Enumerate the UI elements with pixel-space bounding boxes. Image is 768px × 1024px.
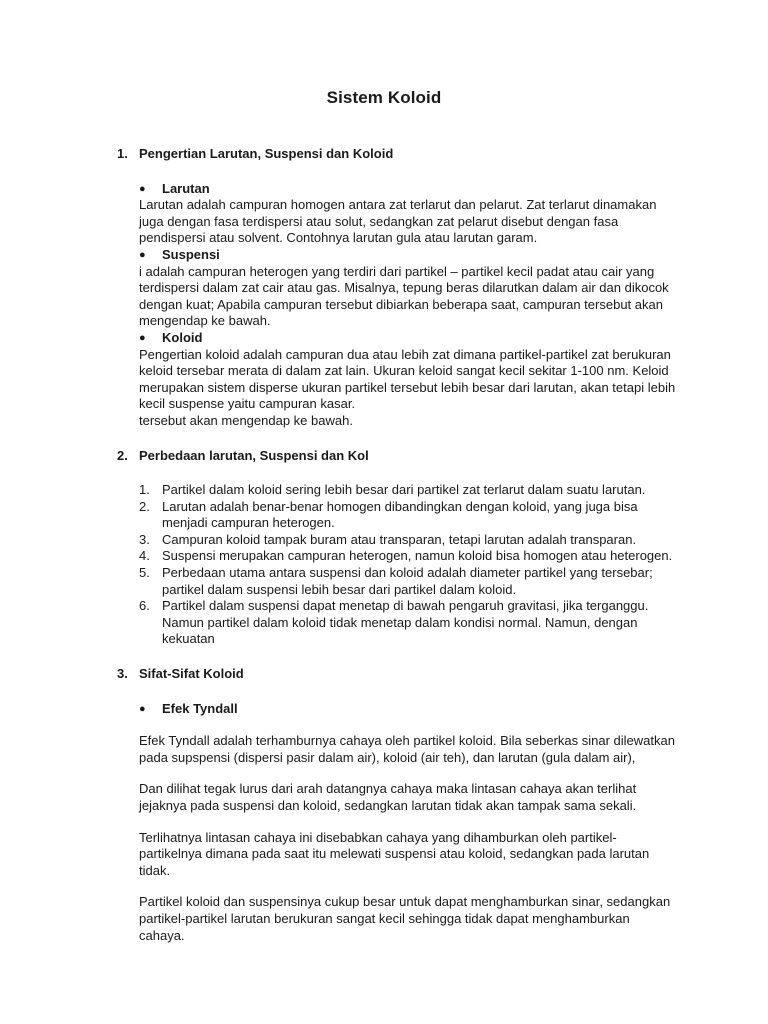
list-number: 2. [139, 498, 150, 514]
bullet-label: Koloid [162, 329, 203, 345]
tyndall-paragraph: Efek Tyndall adalah terhamburnya cahaya oleh partikel koloid. Bila seberkas sinar dilewatkan pada supspensi (dispersi pasir dalam air), koloid (air teh), dan larutan (gula dalam air), [139, 733, 675, 765]
list-number: 4. [139, 548, 150, 564]
list-item [139, 598, 677, 648]
section-number: 3. [117, 666, 128, 682]
bullet-icon: ● [139, 182, 146, 195]
bullet-koloid [139, 330, 677, 347]
page-title: Sistem Koloid [326, 88, 442, 107]
list-number: 5. [139, 565, 150, 581]
list-item [139, 565, 677, 598]
section-number: 2. [117, 447, 128, 463]
list-text: Perbedaan utama antara suspensi dan koloid adalah diameter partikel yang tersebar; partikel dalam suspensi lebih besar dari partikel dalam koloid. [162, 565, 653, 597]
list-text: Suspensi merupakan campuran heterogen, namun koloid bisa homogen atau heterogen. [162, 548, 673, 564]
list-text: Partikel dalam koloid sering lebih besar dari partikel zat terlarut dalam suatu larutan. [162, 482, 646, 498]
section-3-heading [117, 666, 677, 683]
tyndall-paragraph: Dan dilihat tegak lurus dari arah datangnya cahaya maka lintasan cahaya akan terlihat jejaknya pada suspensi dan koloid, sedangkan larutan tidak akan tampak sama sekali. [139, 781, 637, 813]
list-text: Larutan adalah benar-benar homogen dibandingkan dengan koloid, yang juga bisa menjadi campuran heterogen. [162, 498, 638, 531]
paragraph-koloid: Pengertian koloid adalah campuran dua atau lebih zat dimana partikel-partikel zat berukuran keloid tersebar merata di dalam zat lain. Ukuran keloid sangat kecil sekitar 1-100 nm. Keloid merupakan sistem disperse ukuran partikel tersebut lebih besar dari larutan, akan tetapi lebih kecil suspense yaitu campuran kasar. [139, 346, 676, 412]
paragraph-suspensi: i adalah campuran heterogen yang terdiri dari partikel – partikel kecil padat atau cair yang terdispersi dalam zat cair atau gas. Misalnya, tepung beras dilarutkan dalam air dan dikocok dengan kuat; Apabila campuran tersebut dibiarkan beberapa saat, campuran tersebut akan mengendap ke bawah. [139, 263, 669, 329]
bullet-icon: ● [139, 702, 146, 715]
bullet-efek-tyndall [139, 701, 677, 718]
list-item [139, 532, 677, 549]
section-title: Sifat-Sifat Koloid [139, 666, 244, 682]
paragraph-koloid-extra: tersebut akan mengendap ke bawah. [139, 412, 353, 428]
list-number: 3. [139, 531, 150, 547]
differences-list [139, 482, 677, 648]
list-text: Campuran koloid tampak buram atau transparan, tetapi larutan adalah transparan. [162, 531, 637, 547]
tyndall-paragraph: Partikel koloid dan suspensinya cukup besar untuk dapat menghamburkan sinar, sedangkan partikel-partikel larutan berukuran sangat kecil sehingga tidak dapat menghamburkan cahaya. [139, 894, 671, 943]
bullet-suspensi [139, 247, 677, 264]
bullet-label: Efek Tyndall [162, 700, 238, 716]
list-number: 6. [139, 598, 150, 614]
document-body [117, 146, 677, 959]
list-number: 1. [139, 482, 150, 498]
section-title: Perbedaan larutan, Suspensi dan Kol [139, 447, 369, 463]
list-text: Partikel dalam suspensi dapat menetap di bawah pengaruh gravitasi, jika terganggu. Namun partikel dalam koloid tidak menetap dalam kondisi normal. Namun, dengan kekuatan [162, 598, 649, 647]
bullet-larutan [139, 181, 677, 198]
section-1-heading [117, 146, 677, 163]
bullet-label: Suspensi [162, 246, 220, 262]
paragraph-larutan: Larutan adalah campuran homogen antara zat terlarut dan pelarut. Zat terlarut dinamakan juga dengan fasa terdispersi atau solut, sedangkan zat pelarut disebut dengan fasa pendispersi atau solvent. Contohnya larutan gula atau larutan garam. [139, 197, 657, 246]
section-title: Pengertian Larutan, Suspensi dan Koloid [139, 146, 394, 161]
list-item [139, 548, 677, 565]
list-item [139, 482, 677, 499]
bullet-label: Larutan [162, 180, 210, 196]
section-2-heading [117, 448, 677, 465]
section-number: 1. [117, 146, 128, 161]
tyndall-paragraph: Terlihatnya lintasan cahaya ini disebabkan cahaya yang dihamburkan oleh partikel-partikelnya dimana pada saat itu melewati suspensi atau koloid, sedangkan pada larutan tidak. [139, 829, 650, 878]
bullet-icon: ● [139, 331, 146, 344]
bullet-icon: ● [139, 248, 146, 261]
list-item [139, 499, 677, 532]
